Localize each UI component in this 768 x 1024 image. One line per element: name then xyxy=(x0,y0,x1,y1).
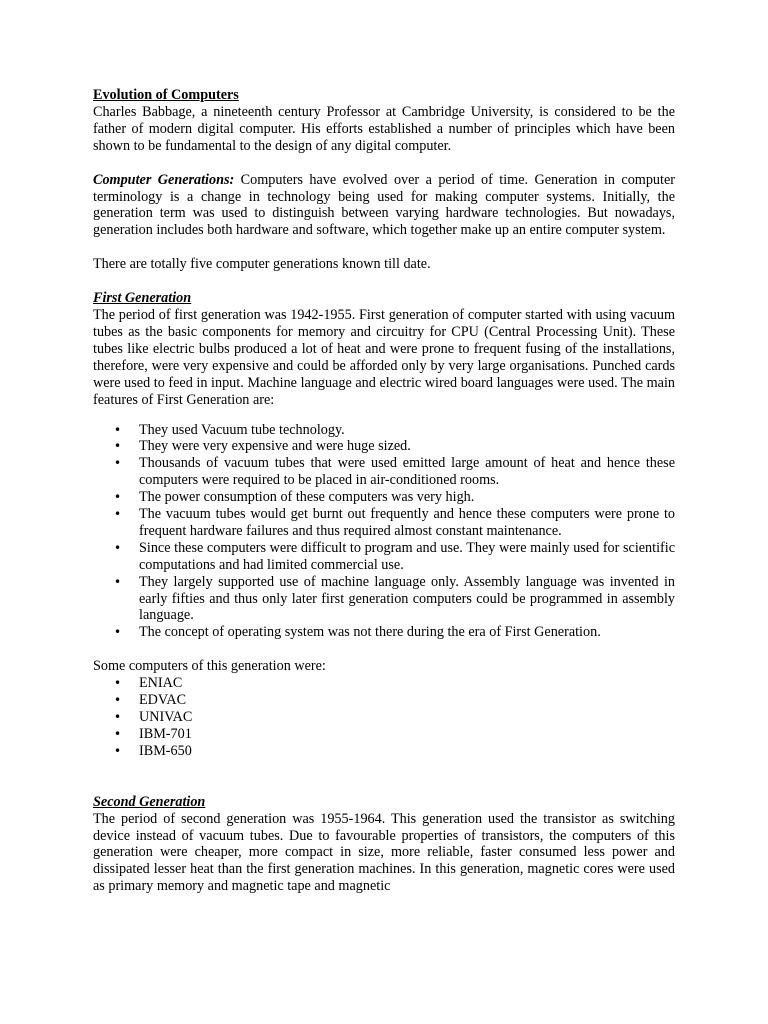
generations-paragraph xyxy=(93,172,675,240)
generation-count-text: There are totally five computer generations known till date. xyxy=(93,256,431,273)
list-item: • The vacuum tubes would get burnt out frequently and hence these computers were prone to frequent hardware failures and thus required almost constant maintenance. xyxy=(93,506,675,540)
list-item: • UNIVAC xyxy=(93,709,675,726)
first-generation-features-list xyxy=(93,422,675,642)
list-item: • EDVAC xyxy=(93,692,675,709)
second-generation-body: The period of second generation was 1955-1964. This generation used the transistor as switching device instead of vacuum tubes. Due to favourable properties of transistors, the computers of this generation were cheaper, more compact in size, more reliable, faster consumed less power and dissipated lesser heat than the first generation machines. In this generation, magnetic cores were used as primary memory and magnetic tape and magnetic xyxy=(93,810,675,895)
list-item: • They used Vacuum tube technology. xyxy=(93,422,675,439)
list-item: • Thousands of vacuum tubes that were used emitted large amount of heat and hence these computers were required to be placed in air-conditioned rooms. xyxy=(93,455,675,489)
list-item: • IBM-701 xyxy=(93,726,675,743)
list-item: • The concept of operating system was not there during the era of First Generation. xyxy=(93,624,675,641)
list-item: • IBM-650 xyxy=(93,743,675,760)
document-title: Evolution of Computers xyxy=(93,87,239,103)
generations-text: Computers have evolved over a period of time. Generation in computer terminology is a change in technology being used for making computer systems. Initially, the generation term was used to distinguish between varying hardware technologies. But nowadays, generation includes both hardware and software, which together make up an entire computer system. xyxy=(93,171,675,239)
first-generation-heading: First Generation xyxy=(93,290,192,307)
examples-intro: Some computers of this generation were: xyxy=(93,658,326,675)
intro-paragraph: Charles Babbage, a nineteenth century Professor at Cambridge University, is considered to be the father of modern digital computer. His efforts established a number of principles which have been shown to be fundamental to the design of any digital computer. xyxy=(93,103,675,154)
list-item: • ENIAC xyxy=(93,675,675,692)
first-generation-body: The period of first generation was 1942-1955. First generation of computer started with using vacuum tubes as the basic components for memory and circuitry for CPU (Central Processing Unit). These tubes like electric bulbs produced a lot of heat and were prone to frequent fusing of the installations, therefore, were very expensive and could be afforded only by very large organisations. Punched cards were used to feed in input. Machine language and electric wired board languages were used. The main features of First Generation are: xyxy=(93,307,675,408)
generations-term: Computer Generations: xyxy=(93,171,235,188)
list-item: • Since these computers were difficult to program and use. They were mainly used for scientific computations and had limited commercial use. xyxy=(93,540,675,574)
list-item: • They largely supported use of machine language only. Assembly language was invented in early fifties and thus only later first generation computers could be programmed in assembly language. xyxy=(93,574,675,625)
document-body xyxy=(93,87,675,895)
second-generation-heading: Second Generation xyxy=(93,793,206,810)
list-item: • The power consumption of these computers was very high. xyxy=(93,489,675,506)
first-generation-examples-list xyxy=(93,675,675,760)
list-item: • They were very expensive and were huge sized. xyxy=(93,438,675,455)
